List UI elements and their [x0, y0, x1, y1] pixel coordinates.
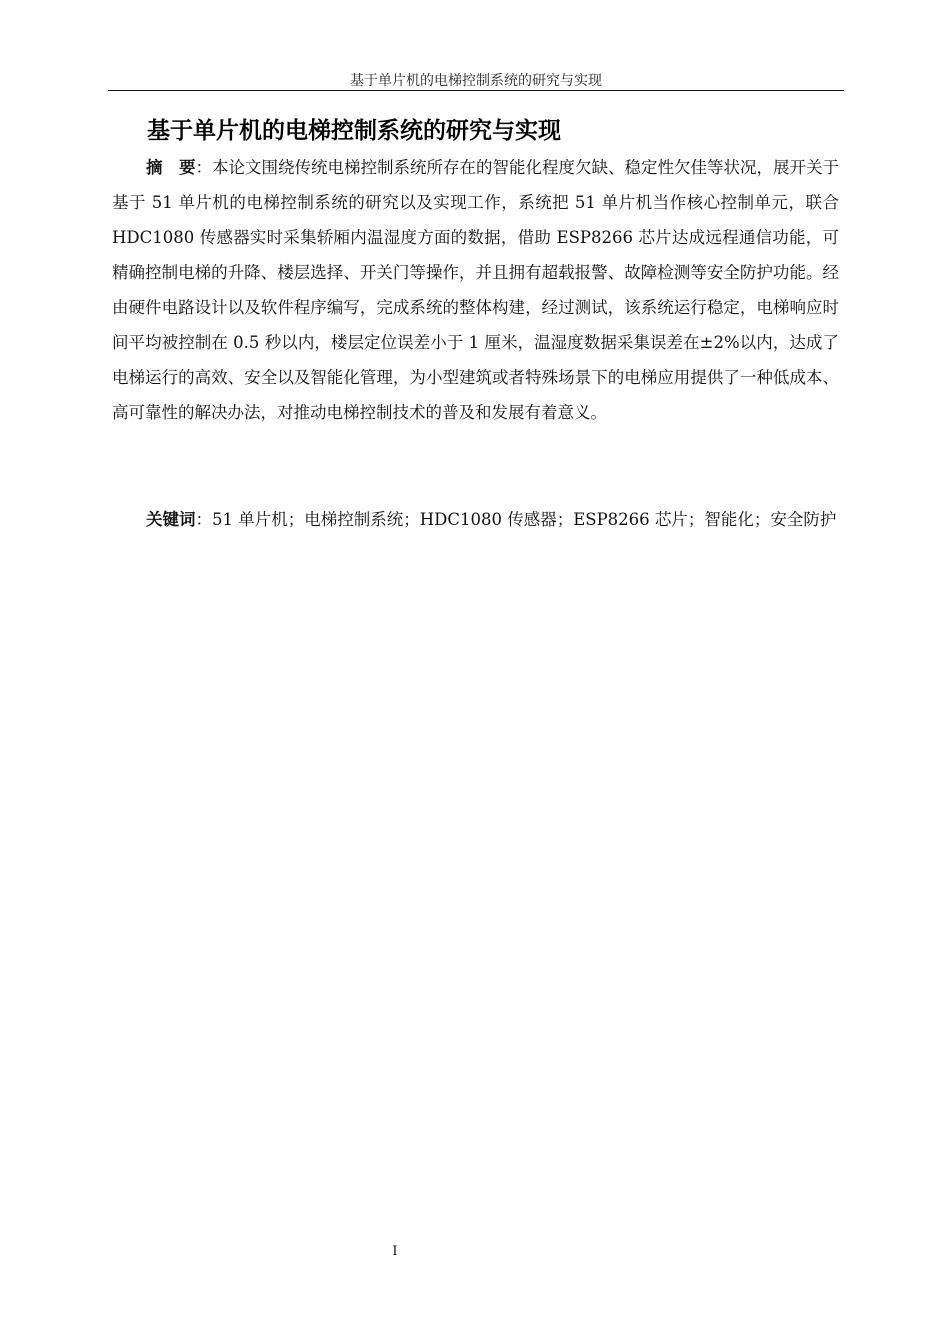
header-rule [108, 90, 844, 91]
keywords-text: 51 单片机；电梯控制系统；HDC1080 传感器；ESP8266 芯片；智能化；安全防护 [212, 510, 837, 529]
keywords-colon: ： [195, 510, 212, 529]
keywords-label: 关键词 [146, 510, 196, 529]
page-number: I [392, 1244, 398, 1259]
abstract-colon: ： [195, 158, 212, 177]
abstract-label: 摘 要 [146, 158, 196, 177]
document-title: 基于单片机的电梯控制系统的研究与实现 [147, 118, 561, 144]
running-header: 基于单片机的电梯控制系统的研究与实现 [350, 73, 602, 89]
keywords-paragraph [112, 502, 839, 537]
abstract-text: 本论文围绕传统电梯控制系统所存在的智能化程度欠缺、稳定性欠佳等状况，展开关于基于 51 单片机的电梯控制系统的研究以及实现工作，系统把 51 单片机当作核心控制单元，联合 HDC1080 传感器实时采集轿厢内温湿度方面的数据，借助 ESP8266 芯片达成远程通信功能，可精确控制电梯的升降、楼层选择、开关门等操作，并且拥有超载报警、故障检测等安全防护功能。经由硬件电路设计以及软件程序编写，完成系统的整体构建，经过测试，该系统运行稳定，电梯响应时间平均被控制在 0.5 秒以内，楼层定位误差小于 1 厘米，温湿度数据采集误差在±2%以内，达成了电梯运行的高效、安全以及智能化管理，为小型建筑或者特殊场景下的电梯应用提供了一种低成本、高可靠性的解决办法，对推动电梯控制技术的普及和发展有着意义。 [112, 158, 839, 422]
abstract-paragraph [112, 150, 839, 430]
